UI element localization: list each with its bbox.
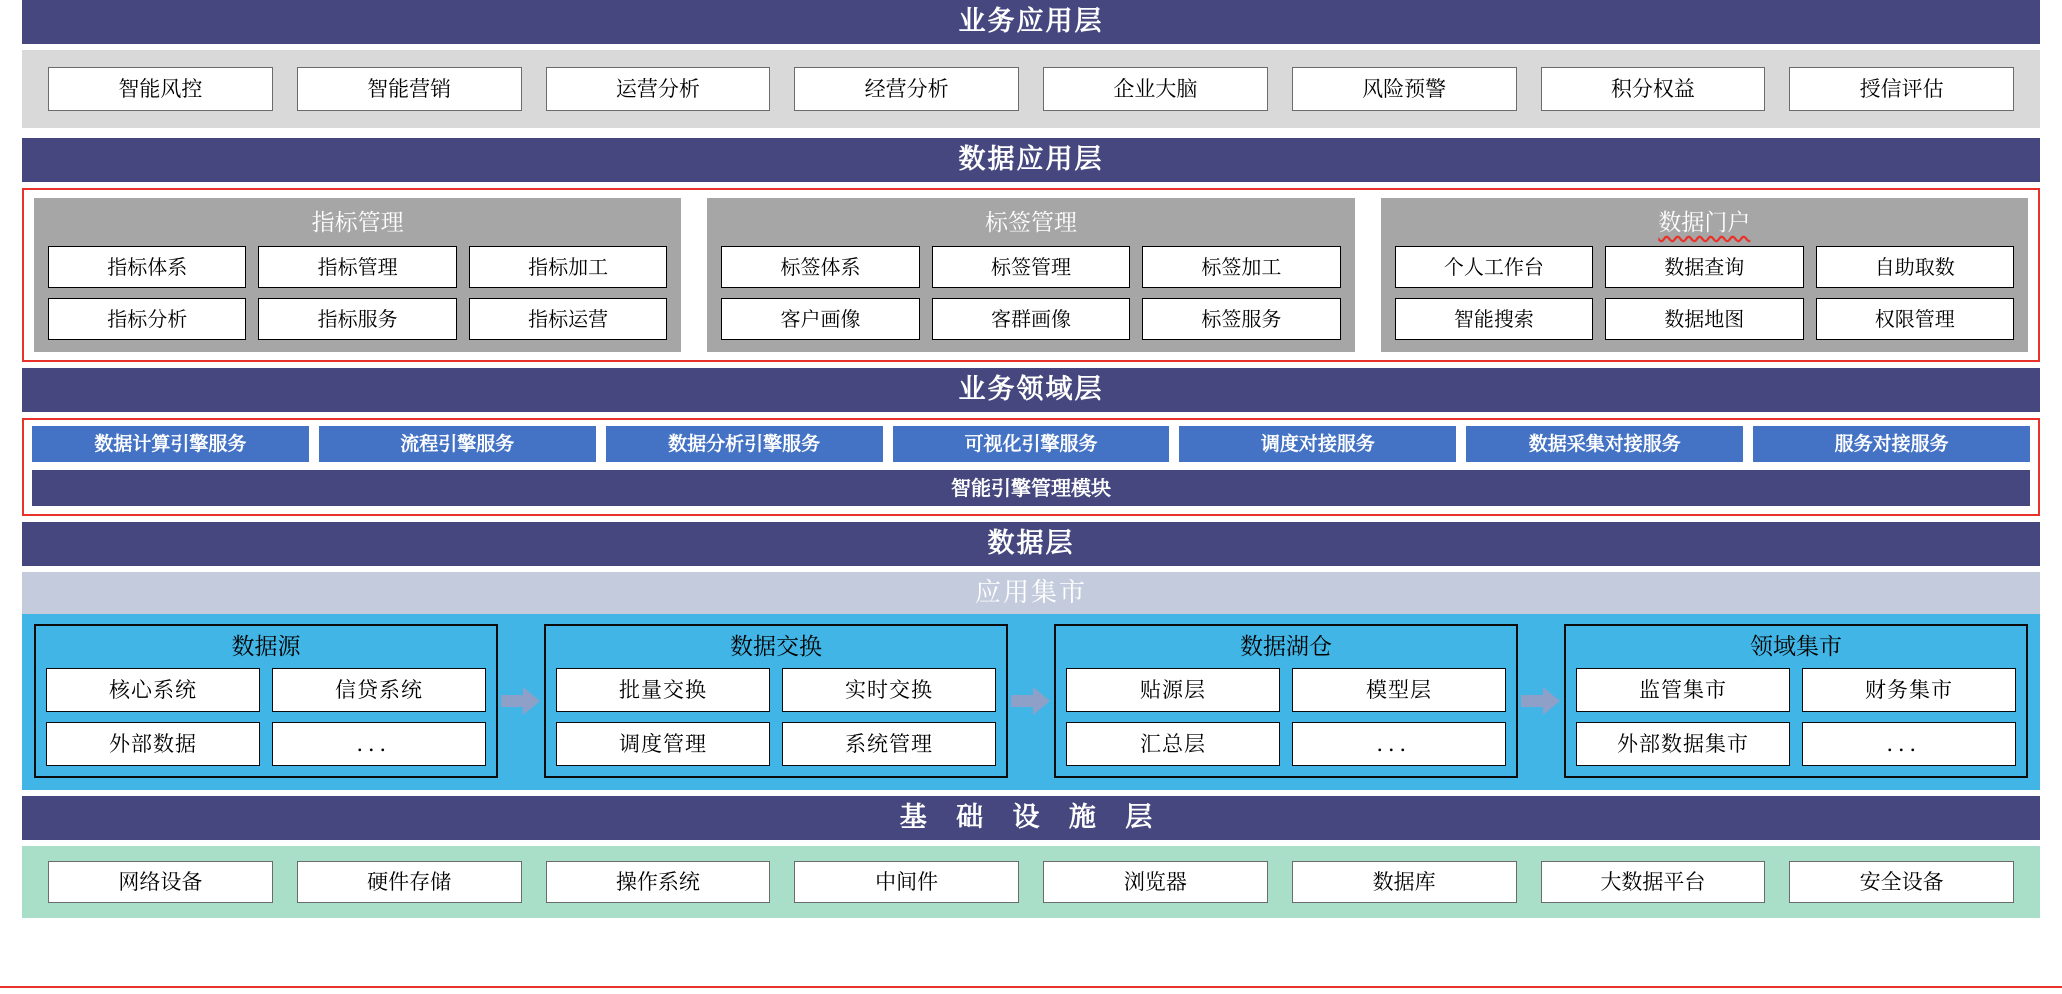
biz-app-item[interactable]: 积分权益: [1541, 67, 1766, 111]
infrastructure-layer-title: 基 础 设 施 层: [22, 796, 2040, 840]
group-cell[interactable]: 实时交换: [782, 668, 996, 712]
data-layer-title: 数据层: [22, 522, 2040, 566]
domain-service[interactable]: 数据计算引擎服务: [32, 426, 309, 462]
infra-item[interactable]: 网络设备: [48, 861, 273, 903]
biz-app-item[interactable]: 企业大脑: [1043, 67, 1268, 111]
biz-app-item[interactable]: 经营分析: [794, 67, 1019, 111]
group-title: 数据湖仓: [1240, 634, 1332, 660]
group-title: 数据交换: [730, 634, 822, 660]
business-application-layer-title: 业务应用层: [22, 0, 2040, 44]
biz-app-item[interactable]: 授信评估: [1789, 67, 2014, 111]
flow-arrow-icon: [1008, 686, 1054, 716]
flow-arrow-icon: [498, 686, 544, 716]
business-domain-layer-body: [22, 418, 2040, 516]
flow-arrow-icon: [1518, 686, 1564, 716]
group-cell[interactable]: 批量交换: [556, 668, 770, 712]
panel-data-portal: [1381, 198, 2028, 352]
engine-management-module[interactable]: 智能引擎管理模块: [32, 470, 2030, 506]
group-cell[interactable]: 财务集市: [1802, 668, 2016, 712]
infra-item[interactable]: 中间件: [794, 861, 1019, 903]
application-mart-bar: 应用集市: [22, 572, 2040, 614]
panel-title: 指标管理: [311, 210, 404, 236]
group-cell[interactable]: 汇总层: [1066, 722, 1280, 766]
data-application-layer-body: [22, 188, 2040, 362]
bottom-accent-rule: [0, 986, 2062, 988]
business-application-layer-body: [22, 50, 2040, 128]
biz-app-item[interactable]: 智能营销: [297, 67, 522, 111]
panel-cell[interactable]: 指标运营: [469, 298, 667, 340]
infra-item[interactable]: 浏览器: [1043, 861, 1268, 903]
data-application-layer-title: 数据应用层: [22, 138, 2040, 182]
panel-cell[interactable]: 数据查询: [1605, 246, 1803, 288]
panel-tag-management: [707, 198, 1354, 352]
panel-cell[interactable]: 个人工作台: [1395, 246, 1593, 288]
group-cell[interactable]: 模型层: [1292, 668, 1506, 712]
business-domain-layer-title: 业务领域层: [22, 368, 2040, 412]
panel-cell[interactable]: 标签体系: [721, 246, 919, 288]
biz-app-item[interactable]: 风险预警: [1292, 67, 1517, 111]
panel-title: 标签管理: [984, 210, 1077, 236]
domain-service[interactable]: 数据分析引擎服务: [606, 426, 883, 462]
group-cell[interactable]: 外部数据: [46, 722, 260, 766]
group-cell[interactable]: 外部数据集市: [1576, 722, 1790, 766]
infra-item[interactable]: 硬件存储: [297, 861, 522, 903]
domain-service[interactable]: 数据采集对接服务: [1466, 426, 1743, 462]
data-layer-body: [22, 614, 2040, 790]
group-data-source: [34, 624, 498, 778]
domain-service[interactable]: 调度对接服务: [1179, 426, 1456, 462]
panel-cell[interactable]: 指标服务: [258, 298, 456, 340]
group-cell[interactable]: 系统管理: [782, 722, 996, 766]
infrastructure-layer-body: [22, 846, 2040, 918]
panel-cell[interactable]: 自助取数: [1816, 246, 2014, 288]
group-cell[interactable]: ．．．: [272, 722, 486, 766]
group-cell[interactable]: 贴源层: [1066, 668, 1280, 712]
group-data-lakehouse: [1054, 624, 1518, 778]
infra-item[interactable]: 安全设备: [1789, 861, 2014, 903]
group-title: 领域集市: [1750, 634, 1842, 660]
group-domain-mart: [1564, 624, 2028, 778]
panel-cell[interactable]: 指标管理: [258, 246, 456, 288]
panel-cell[interactable]: 指标体系: [48, 246, 246, 288]
panel-cell[interactable]: 指标分析: [48, 298, 246, 340]
panel-cell[interactable]: 智能搜索: [1395, 298, 1593, 340]
panel-cell[interactable]: 权限管理: [1816, 298, 2014, 340]
group-cell[interactable]: ．．．: [1802, 722, 2016, 766]
infra-item[interactable]: 操作系统: [546, 861, 771, 903]
domain-service[interactable]: 流程引擎服务: [319, 426, 596, 462]
panel-cell[interactable]: 客户画像: [721, 298, 919, 340]
biz-app-item[interactable]: 运营分析: [546, 67, 771, 111]
infra-item[interactable]: 大数据平台: [1541, 861, 1766, 903]
group-data-exchange: [544, 624, 1008, 778]
biz-app-item[interactable]: 智能风控: [48, 67, 273, 111]
panel-cell[interactable]: 客群画像: [932, 298, 1130, 340]
panel-cell[interactable]: 标签管理: [932, 246, 1130, 288]
panel-cell[interactable]: 标签服务: [1142, 298, 1340, 340]
panel-cell[interactable]: 标签加工: [1142, 246, 1340, 288]
group-cell[interactable]: 监管集市: [1576, 668, 1790, 712]
panel-cell[interactable]: 指标加工: [469, 246, 667, 288]
panel-indicator-management: [34, 198, 681, 352]
group-cell[interactable]: 调度管理: [556, 722, 770, 766]
group-title: 数据源: [231, 634, 301, 660]
panel-title: 数据门户: [1658, 210, 1751, 236]
domain-service[interactable]: 服务对接服务: [1753, 426, 2030, 462]
panel-cell[interactable]: 数据地图: [1605, 298, 1803, 340]
group-cell[interactable]: ．．．: [1292, 722, 1506, 766]
infra-item[interactable]: 数据库: [1292, 861, 1517, 903]
group-cell[interactable]: 信贷系统: [272, 668, 486, 712]
domain-service[interactable]: 可视化引擎服务: [893, 426, 1170, 462]
group-cell[interactable]: 核心系统: [46, 668, 260, 712]
